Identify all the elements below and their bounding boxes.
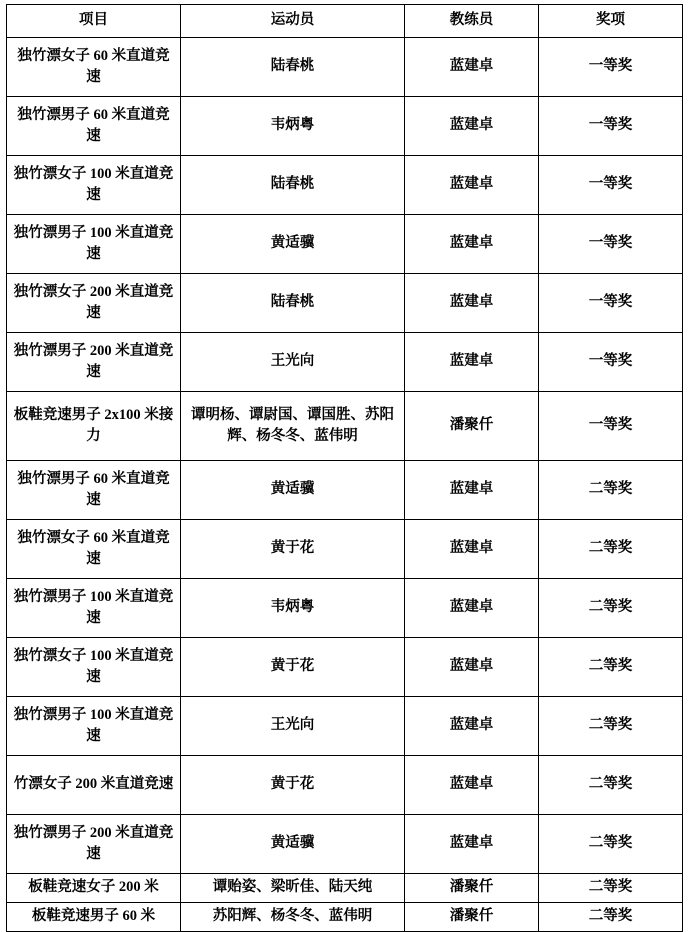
cell-coach: 蓝建卓 [405, 638, 539, 697]
cell-athlete: 韦炳粤 [181, 97, 405, 156]
table-row [7, 874, 683, 903]
cell-coach: 蓝建卓 [405, 333, 539, 392]
cell-event: 独竹漂男子 60 米直道竞速 [7, 461, 181, 520]
column-header-event: 项目 [7, 5, 181, 38]
cell-event: 板鞋竞速男子 60 米 [7, 903, 181, 932]
cell-coach: 蓝建卓 [405, 520, 539, 579]
cell-event: 独竹漂男子 100 米直道竞速 [7, 697, 181, 756]
cell-award: 二等奖 [539, 697, 683, 756]
cell-award: 二等奖 [539, 903, 683, 932]
column-header-athlete: 运动员 [181, 5, 405, 38]
cell-award: 一等奖 [539, 38, 683, 97]
cell-event: 独竹漂男子 60 米直道竞速 [7, 97, 181, 156]
cell-coach: 蓝建卓 [405, 461, 539, 520]
table-row [7, 815, 683, 874]
cell-award: 二等奖 [539, 520, 683, 579]
cell-event: 板鞋竞速男子 2x100 米接力 [7, 392, 181, 461]
cell-award: 二等奖 [539, 756, 683, 815]
cell-athlete: 王光向 [181, 697, 405, 756]
cell-athlete: 黄适骥 [181, 215, 405, 274]
cell-athlete: 黄于花 [181, 756, 405, 815]
cell-award: 二等奖 [539, 874, 683, 903]
cell-coach: 潘聚仟 [405, 903, 539, 932]
table-row [7, 697, 683, 756]
cell-coach: 蓝建卓 [405, 97, 539, 156]
cell-athlete: 黄于花 [181, 638, 405, 697]
cell-event: 独竹漂男子 100 米直道竞速 [7, 215, 181, 274]
cell-award: 一等奖 [539, 333, 683, 392]
cell-event: 板鞋竞速女子 200 米 [7, 874, 181, 903]
cell-award: 一等奖 [539, 156, 683, 215]
table-row [7, 903, 683, 932]
cell-coach: 蓝建卓 [405, 274, 539, 333]
cell-coach: 蓝建卓 [405, 215, 539, 274]
cell-coach: 蓝建卓 [405, 815, 539, 874]
cell-award: 二等奖 [539, 579, 683, 638]
cell-athlete: 苏阳辉、杨冬冬、蓝伟明 [181, 903, 405, 932]
cell-award: 二等奖 [539, 815, 683, 874]
cell-event: 独竹漂女子 100 米直道竞速 [7, 638, 181, 697]
results-table [6, 4, 683, 932]
table-row [7, 333, 683, 392]
cell-event: 竹漂女子 200 米直道竞速 [7, 756, 181, 815]
cell-award: 一等奖 [539, 274, 683, 333]
cell-athlete: 黄于花 [181, 520, 405, 579]
cell-coach: 蓝建卓 [405, 579, 539, 638]
cell-event: 独竹漂男子 200 米直道竞速 [7, 815, 181, 874]
cell-coach: 蓝建卓 [405, 156, 539, 215]
cell-coach: 蓝建卓 [405, 697, 539, 756]
column-header-award: 奖项 [539, 5, 683, 38]
cell-event: 独竹漂女子 60 米直道竞速 [7, 38, 181, 97]
table-row [7, 215, 683, 274]
table-row [7, 579, 683, 638]
table-row [7, 156, 683, 215]
table-row [7, 756, 683, 815]
cell-athlete: 陆春桃 [181, 156, 405, 215]
column-header-coach: 教练员 [405, 5, 539, 38]
cell-event: 独竹漂女子 60 米直道竞速 [7, 520, 181, 579]
cell-award: 一等奖 [539, 97, 683, 156]
cell-athlete: 黄适骥 [181, 815, 405, 874]
table-row [7, 97, 683, 156]
cell-coach: 潘聚仟 [405, 392, 539, 461]
table-row [7, 38, 683, 97]
cell-award: 二等奖 [539, 461, 683, 520]
cell-coach: 潘聚仟 [405, 874, 539, 903]
table-row [7, 461, 683, 520]
cell-event: 独竹漂女子 200 米直道竞速 [7, 274, 181, 333]
table-body [7, 38, 683, 932]
cell-coach: 蓝建卓 [405, 38, 539, 97]
cell-athlete: 黄适骥 [181, 461, 405, 520]
table-row [7, 392, 683, 461]
cell-athlete: 陆春桃 [181, 274, 405, 333]
table-header-row [7, 5, 683, 38]
cell-award: 二等奖 [539, 638, 683, 697]
cell-athlete: 谭贻姿、梁昕佳、陆天纯 [181, 874, 405, 903]
cell-event: 独竹漂男子 100 米直道竞速 [7, 579, 181, 638]
table-row [7, 638, 683, 697]
cell-event: 独竹漂女子 100 米直道竞速 [7, 156, 181, 215]
cell-event: 独竹漂男子 200 米直道竞速 [7, 333, 181, 392]
cell-athlete: 王光向 [181, 333, 405, 392]
cell-athlete: 韦炳粤 [181, 579, 405, 638]
table-row [7, 520, 683, 579]
table-row [7, 274, 683, 333]
cell-coach: 蓝建卓 [405, 756, 539, 815]
cell-athlete: 陆春桃 [181, 38, 405, 97]
cell-award: 一等奖 [539, 215, 683, 274]
cell-athlete: 谭明杨、谭尉国、谭国胜、苏阳辉、杨冬冬、蓝伟明 [181, 392, 405, 461]
cell-award: 一等奖 [539, 392, 683, 461]
